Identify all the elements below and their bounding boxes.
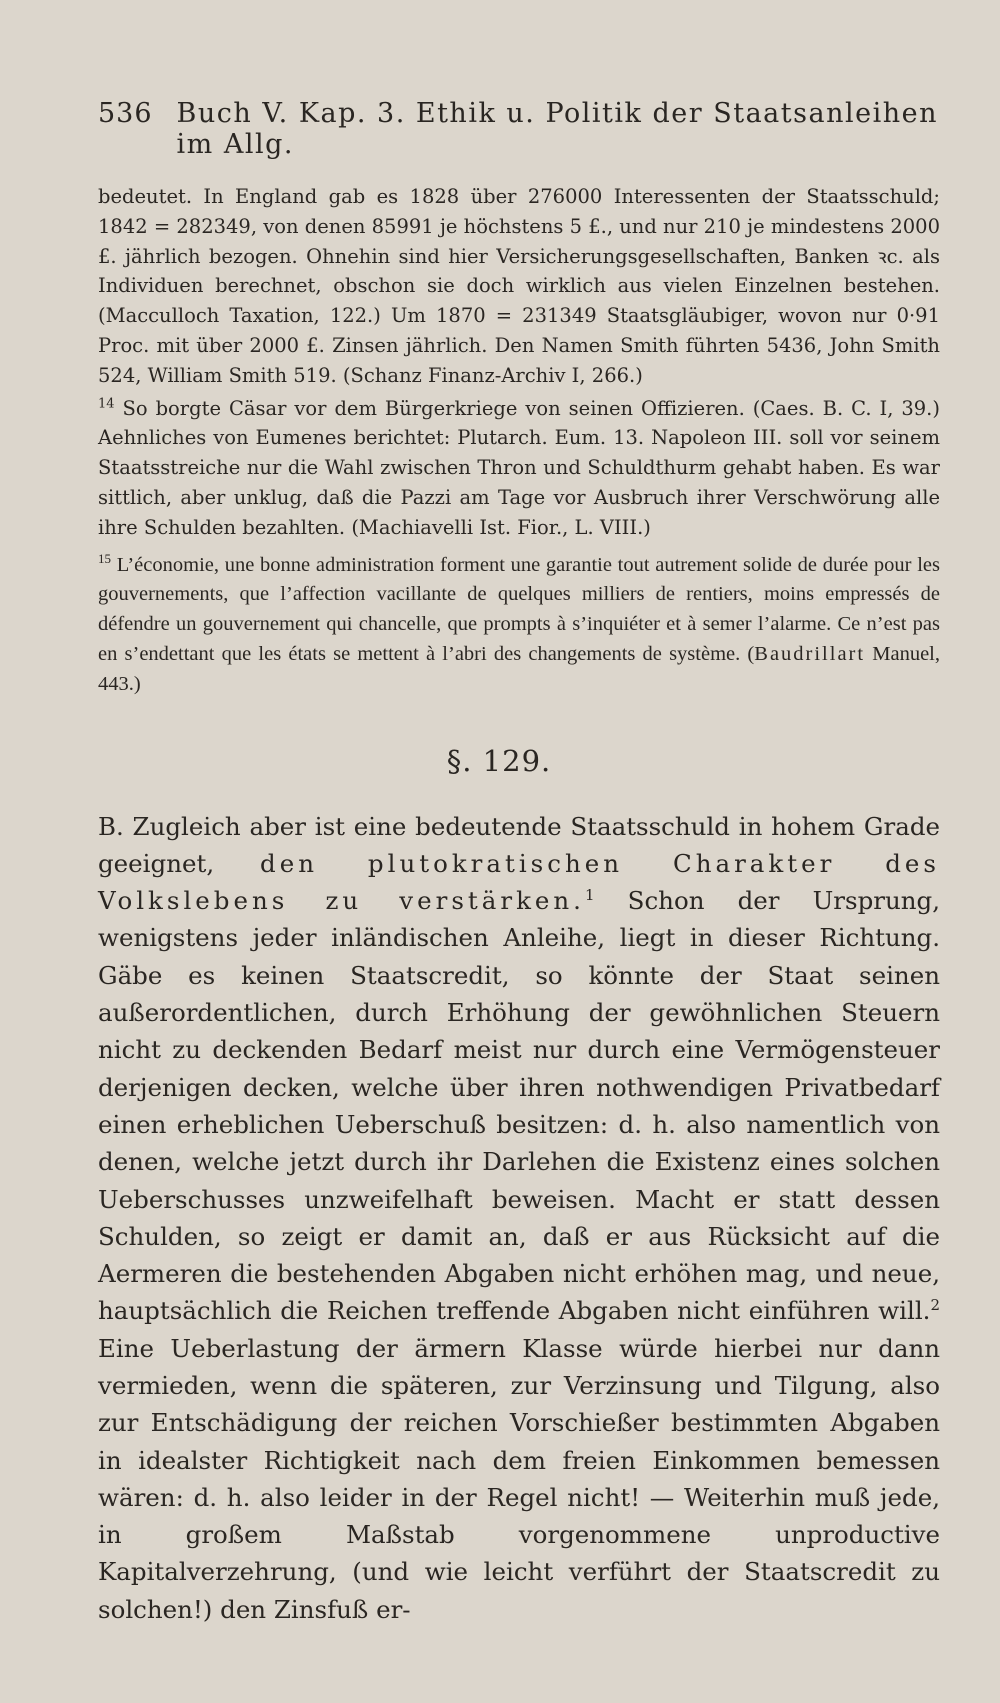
footnote-continuation — [98, 182, 940, 391]
main-part-2: Schon der Ursprung, wenigstens jeder inländischen Anleihe, liegt in dieser Richtung. Gäbe es keinen Staatscredit, so könnte der Staat seinen außerordentlichen, durch Erhöhung der gewöhnlichen Steuern nicht zu deckenden Bedarf meist nur durch eine Vermögensteuer derjenigen decken, welche über ihren nothwendigen Privatbedarf einen erheblichen Ueberschuß besitzen: d. h. also namentlich von denen, welche jetzt durch ihr Darlehen die Existenz eines solchen Ueberschusses unzweifelhaft beweisen. Macht er statt dessen Schulden, so zeigt er damit an, daß er aus Rücksicht auf die Aermeren die bestehenden Abgaben nicht erhöhen mag, und neue, hauptsächlich die Reichen treffende Abgaben nicht einführen will. — [98, 886, 941, 1326]
main-intro: B. Zugleich aber ist eine bedeutende Staatsschuld in hohem Grade geeignet, — [98, 811, 940, 878]
footnote-14-number: 14 — [98, 396, 115, 412]
footnote-ref-2: 2 — [930, 1296, 940, 1315]
main-part-3: Eine Ueberlastung der ärmern Klasse würde hierbei nur dann vermieden, wenn die späteren, zur Verzinsung und Tilgung, also zur Entschädigung der reichen Vorschießer bestimmten Abgaben in idealster Richtigkeit nach dem freien Einkommen bemessen wären: d. h. also leider in der Regel nicht! — Weiterhin muß jede, in großem Maßstab vorgenommene unproductive Kapitalverzehrung, (und wie leicht verführt der Staatscredit zu solchen!) den Zinsfuß er- — [98, 1333, 940, 1624]
section-heading: §. 129. — [446, 743, 552, 778]
footnote-ref-1: 1 — [584, 885, 595, 904]
footnote-15-number: 15 — [98, 550, 111, 566]
footnote-15-author: Baudrillart — [754, 642, 866, 665]
footnote-14 — [98, 394, 940, 543]
main-paragraph — [98, 808, 940, 1629]
main-emphasis: den plutokratischen Charakter des Volkslebens zu verstärken. — [98, 848, 940, 916]
footnote-14-text: So borgte Cäsar vor dem Bürgerkriege von seinen Offizieren. (Caes. B. C. I, 39.) Aehnliches von Eumenes berichtet: Plutarch. Eum. 13. Napoleon III. soll vor seinem Staatsstreiche nur die Wahl zwischen Thron und Schuldthurm gehabt haben. Es war sittlich, aber unklug, daß die Pazzi am Tage vor Ausbruch ihrer Verschwörung alle ihre Schulden bezahlten. (Machiavelli Ist. Fior., L. VIII.) — [98, 396, 940, 539]
footnote-15-text-end: Manuel, 443.) — [98, 642, 941, 695]
footnote-continuation-text: bedeutet. In England gab es 1828 über 276000 Interessenten der Staatsschuld; 1842 = 282349, von denen 85991 je höchstens 5 £., und nur 210 je mindestens 2000 £. jährlich bezogen. Ohnehin sind hier Versicherungsgesellschaften, Banken ꝛc. als Individuen berechnet, obschon sie doch wirklich aus vielen Einzelnen bestehen. (Macculloch Taxation, 122.) Um 1870 = 231349 Staatsgläubiger, wovon nur 0·91 Proc. mit über 2000 £. Zinsen jährlich. Den Namen Smith führten 5436, John Smith 524, William Smith 519. (Schanz Finanz-Archiv I, 266.) — [98, 185, 940, 387]
footnote-15-text: L’économie, une bonne administration forment une garantie tout autrement solide de durée pour les gouvernements, que l’affection vacillante de quelques milliers de rentiers, moins empressés de défendre un gouvernement qui chancelle, que prompts à s’inquiéter et à semer l’alarme. Ce n’est pas en s’endettant que les états se mettent à l’abri des changements de système. ( — [98, 553, 940, 665]
running-head — [98, 98, 940, 160]
running-title: Buch V. Kap. 3. Ethik u. Politik der Staatsanleihen im Allg. — [176, 98, 938, 160]
footnote-15 — [98, 551, 940, 700]
page-number: 536 — [98, 98, 153, 129]
